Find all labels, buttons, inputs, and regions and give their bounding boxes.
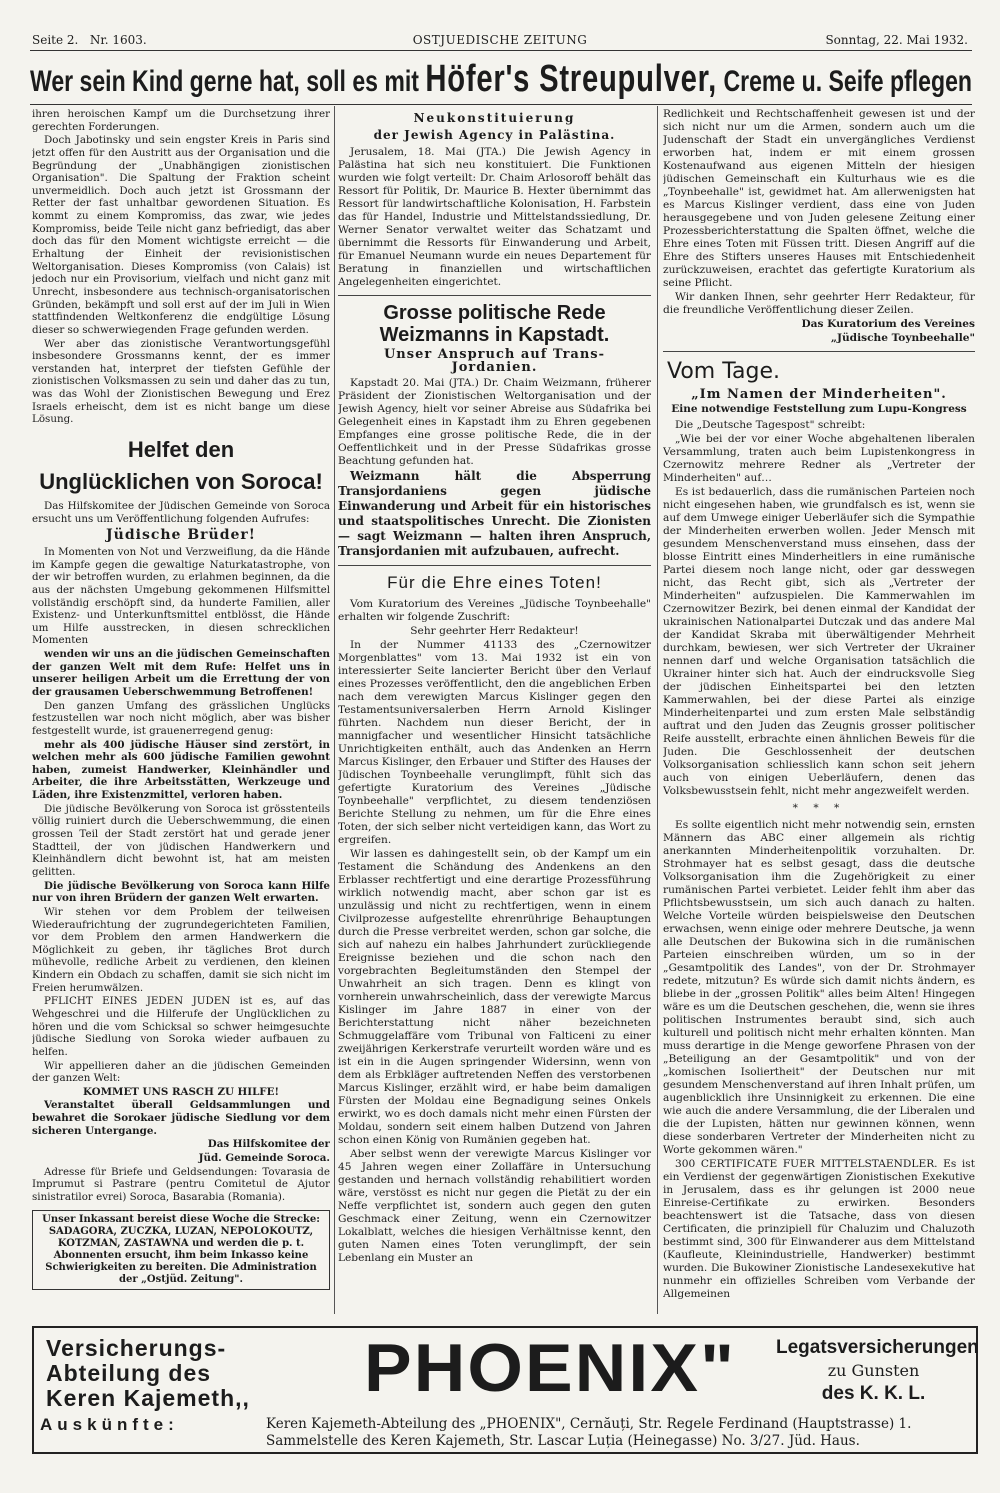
ad-tail: Creme u. Seife pflegen xyxy=(723,65,972,98)
paragraph: Wir lassen es dahingestellt sein, ob der Kampf um ein Testament die Schändung des Andenkens an den Erblasser rechtfertigt und eine derartige Prozessführung wirklich notwendig macht, aber schon gar ist es unzulässig und nicht zu rechtfertigen, wenn in einem Civilprozesse aufgestellte ehrenrührige Behauptungen durch die Presse verbreitet werden, schon gar solche, die sich auf nahezu ein halbes Jahrhundert zurückliegende Ereignisse beziehen und die schon nach den vorgebrachten Begleitumständen den Stempel der Unwahrheit an sich tragen. Denn es klingt von vornherein unwahrscheinlich, dass der verewigte Marcus Kislinger im Jahre 1887 in einer von der Berichterstattung nicht näher bezeichneten Schmuggelaffäre vom Tribunal von Falticeni zu einer zweijährigen Kerkerstrafe verurteilt worden wäre und es ist ein in die Augen springender Widersinn, wenn von dem als Erbkläger auftretenden Neffen des verstorbenen Marcus Kislinger, erzählt wird, er habe beim damaligen Fürsten der Moldau eine Begnadigung seines Onkels erwirkt, wo es doch damals nicht mehr einen Fürsten der Moldau, sondern seit einem halben Dutzend von Jahren schon einen König von Rumänien gegeben hat. xyxy=(338,848,651,1146)
paragraph: Kapstadt 20. Mai (JTA.) Dr. Chaim Weizmann, früherer Präsident der Zionistischen Weltorganisation und der Jewish Agency, hielt vor seiner Abreise aus Südafrika bei Gelegenheit eines in Kapstadt ihm zu Ehren gegebenen Empfanges eine grosse politische Rede, die in der Oeffentlichkeit und in der Presse Südafrikas grosse Beachtung gefunden hat. xyxy=(338,377,651,467)
paragraph: Adresse für Briefe und Geldsendungen: Tovarasia de Imprumut si Pastrare (pentru Comitetul de Ajutor sinistratilor evrei) Soroca, Basarabia (Romania). xyxy=(32,1165,330,1203)
paragraph: ihren heroischen Kampf um die Durchsetzung ihrer gerechten Forderungen. xyxy=(32,108,330,133)
column-divider xyxy=(334,106,335,1314)
ad-line: des K. K. L. xyxy=(821,1383,926,1404)
phoenix-brand: PHOENIX" xyxy=(364,1330,737,1406)
divider xyxy=(663,351,975,352)
column-2 xyxy=(338,108,651,1310)
divider xyxy=(338,565,651,566)
info-label: Auskünfte: xyxy=(40,1415,179,1434)
paragraph: Wir danken Ihnen, sehr geehrter Herr Redakteur, für die freundliche Veröffentlichung dieser Zeilen. xyxy=(663,291,975,316)
paragraph: Jerusalem, 18. Mai (JTA.) Die Jewish Agency in Palästina hat sich neu konstituiert. Die Funktionen wurden wie folgt verteilt: Dr. Chaim Arlosoroff behält das Ressort für Politik, Dr. Maurice B. Hexter übernimmt das Ressort für landwirtschaftliche Kolonisation, H. Farbstein das für Handel, Industrie und Mittelstandssiedlung, Dr. Werner Senator verwaltet weiter das Schatzamt und übernimmt die Ressorts für Einwanderung und Arbeit, für Emanuel Neumann wurde ein neues Departement für Beratung in finanziellen und wirtschaftlichen Angelegenheiten eingerichtet. xyxy=(338,146,651,288)
paragraph: „Wie bei der vor einer Woche abgehaltenen liberalen Versammlung, traten auch beim Lupistenkongress in Czernowitz mehrere Redner als „Vertreter der Minderheiten" auf… xyxy=(663,433,975,484)
paragraph: Die jüdische Bevölkerung von Soroca kann Hilfe nur von ihren Brüdern der ganzen Welt erwarten. xyxy=(32,879,330,905)
paragraph: Die „Deutsche Tagespost" schreibt: xyxy=(675,419,866,431)
intro-paragraph: Das Hilfskomitee der Jüdischen Gemeinde von Soroca ersucht uns um Veröffentlichung folgenden Aufrufes: xyxy=(32,500,330,525)
column-1 xyxy=(32,108,330,1310)
column-divider xyxy=(657,106,658,1314)
paragraph: 300 CERTIFICATE FUER MITTELSTAENDLER. Es ist ein Verdienst der gegenwärtigen Zionistischen Exekutive in Jerusalem, dass es ihr gelungen ist 2000 neue Einreise-Certifikate zu erwirken. Besonders beachtenswert ist die Tatsache, dass von diesen Certificaten, die prinzipiell für Chaluzim und Chaluzoth bestimmt sind, 300 für Einwanderer aus dem Mittelstand (Kaufleute, Kleinindustrielle, Handwerker) bestimmt wurden. Die Bukowiner Zionistische Landesexekutive hat nunmehr ein offizielles Schreiben vom Verbande der Allgemeinen xyxy=(663,1158,975,1300)
ad-lead: Wer sein Kind gerne hat, soll es mit xyxy=(30,65,419,98)
signature: „Jüdische Toynbeehalle" xyxy=(830,332,975,344)
paragraph: Wer aber das zionistische Verantwortungsgefühl insbesondere Grossmanns kennt, der es immer verstanden hat, interpret der tiefsten Gefühle der zionistischen Volksmassen zu sein und daher das zu tun, was das Wohl der Zionistischen Bewegung und Erez Israels erheischt, dem ist es nicht bange um diese Lösung. xyxy=(32,337,330,426)
headline: Neukonstituierung xyxy=(413,111,576,125)
info-address: Sammelstelle des Keren Kajemeth, Str. Lascar Luția (Heinegasse) No. 3/27. Jüd. Haus. xyxy=(266,1433,860,1449)
info-address: Keren Kajemeth-Abteilung des „PHOENIX", Cernăuți, Str. Regele Ferdinand (Hauptstrasse) 1. xyxy=(266,1416,912,1432)
divider xyxy=(338,295,651,296)
headline: „Im Namen der Minderheiten". xyxy=(691,387,947,402)
ad-right-block xyxy=(776,1336,979,1405)
paragraph: Weizmann hält die Absperrung Transjordaniens gegen jüdische Einwanderung und Arbeit für ein historisches und staatspolitisches Unrecht. Die Zionisten — sagt Weizmann — halten ihren Anspruch, Transjordanien mit aufzubauen, aufrecht. xyxy=(338,469,651,558)
issue-date: Sonntag, 22. Mai 1932. xyxy=(825,33,968,47)
headline: Helfet den xyxy=(127,437,235,463)
headline: Für die Ehre eines Toten! xyxy=(387,573,602,592)
ad-brand: Höfer's Streupulver, xyxy=(425,58,718,100)
headline: Weizmanns in Kapstadt. xyxy=(379,324,610,346)
headline: der Jewish Agency in Palästina. xyxy=(373,128,616,142)
masthead: OSTJUEDISCHE ZEITUNG xyxy=(412,33,588,47)
headline: Grosse politische Rede xyxy=(383,302,606,324)
paragraph: Veranstaltet überall Geldsammlungen und bewahret die Sorokaer jüdische Siedlung vor dem sicheren Untergange. xyxy=(32,1099,330,1137)
ad-line: Versicherungs- xyxy=(46,1335,227,1361)
paragraph: mehr als 400 jüdische Häuser sind zerstört, in welchen mehr als 600 jüdische Familien gewohnt haben, zumeist Handwerker, Kleinhändler und Arbeiter, die ihre Arbeitsstätten, Werkzeuge und Läden, ihre Existenzmittel, verloren haben. xyxy=(32,738,330,802)
paragraph: Die jüdische Bevölkerung von Soroca ist grösstenteils völlig ruiniert durch die Ueberschwemmung, die einen grossen Teil der Stadt zerstört hat und gerade jener Stadtteil, der von jüdischen Handwerkern und Kleinhändlern dicht bewohnt ist, hat am meisten gelitten. xyxy=(32,802,330,878)
paragraph: Wir appellieren daher an die jüdischen Gemeinden der ganzen Welt: xyxy=(32,1059,330,1085)
paragraph: In der Nummer 41133 des „Czernowitzer Morgenblattes" vom 13. Mai 1932 ist ein von interessierter Seite lancierter Bericht über den Verlauf eines Prozesses veröffentlicht, den die angeblichen Erben nach dem verewigten Marcus Kislinger gegen den Testamentsuniversalerben Herrn Arnold Kislinger führten. Nachdem nun dieser Bericht, der in mannigfacher und wesentlicher Hinsicht tatsächliche Unrichtigkeiten enthält, auch das Andenken an Herrn Marcus Kislinger, den Erbauer und Stifter des Hauses der Jüdischen Toynbeehalle verunglimpft, fühlt sich das gefertigte Kuratorium des Vereines „Jüdische Toynbeehalle" verpflichtet, zu diesem tendenziösen Berichte Stellung zu nehmen, um für die Ehre eines Toten, der sich selber nicht verteidigen kann, das Wort zu ergreifen. xyxy=(338,639,651,846)
paragraph: Wir stehen vor dem Problem der teilweisen Wiederaufrichtung der zugrundegerichteten Familien, vor dem Problem den armen Handwerkern die Möglichkeit zu geben, ihr tägliches Brot durch mühevolle, redliche Arbeit zu verdienen, den kleinen Kindern ein Obdach zu schaffen, damit sie sich nicht im Freien herumwälzen. xyxy=(32,905,330,994)
issue-number: Nr. 1603. xyxy=(89,33,147,47)
subheading: Unser Anspruch auf Trans- xyxy=(383,347,606,362)
ad-line: Legatsversicherungen xyxy=(776,1337,979,1358)
ad-line: zu Gunsten xyxy=(827,1361,920,1380)
column-3 xyxy=(663,108,975,1310)
paragraph: wenden wir uns an die jüdischen Gemeinschaften der ganzen Welt mit dem Rufe: Helfet uns in unserer heiligen Arbeit um die Errettung der von der grausamen Ueberschwemmung Betroffenen! xyxy=(32,648,330,698)
paragraph: Aber selbst wenn der verewigte Marcus Kislinger vor 45 Jahren wegen einer Zollaffäre in Untersuchung gestanden und hernach vollständig rehabilitiert worden wäre, verstösst es nicht nur gegen die Pietät zu der ein Neffe verpflichtet ist, sondern auch gegen den guten Geschmack einer Zeitung, wenn ein Czernowitzer Lokalblatt, welches die hiesigen Verhältnisse kennt, den guten Namen eines Toten verunglimpft, der sein Lebenlang ein Muster an xyxy=(338,1148,651,1264)
ad-rule xyxy=(30,104,972,105)
header-rule xyxy=(30,50,972,51)
paragraph: Es ist bedauerlich, dass die rumänischen Parteien noch nicht eingesehen haben, wie grundfalsch es ist, wenn sie auf dem Umwege einiger Ueberläufer sich die Sympathie der Minderheiten erwerben wollen. Jeder Mensch mit gesundem Menschenverstand muss einsehen, dass der blosse Eintritt eines Minderheitlers in eine rumänische Partei diesem noch lange nicht, oder gar desswegen nicht, das Recht gibt, sich als „Vertreter der Minderheiten" aufzuspielen. Die Kammerwahlen im Czernowitzer Bezirk, bei denen einmal der Kandidat der ukrainischen Nationalpartei Dutczak und das andere Mal der Kandidat Skraba mit überwältigender Mehrheit durchkam, bewiesen, wer sich Vertreter der Ukrainer nennen darf und welche Organisation tatsächlich die Ukrainer hinter sich hat. Auch der eindrucksvolle Sieg der jüdischen Einheitspartei bei den letzten Kammerwahlen, bei der diese Partei als einzige Minderheitenpartei und zum ersten Male selbständig auftrat und den Juden das Zeugnis grosser politischer Reife ausstellt, erbrachte einen ähnlichen Beweis für die Juden. Die Geschlossenheit der deutschen Volksorganisation schliesslich kann schon seit jehern auch von einigen Ueberläufern, denen das Volksbewusstsein fehlt, nicht mehr angezweifelt werden. xyxy=(663,486,975,797)
page-header xyxy=(32,33,968,49)
top-advertisement xyxy=(30,57,972,101)
salutation: Sehr geehrter Herr Redakteur! xyxy=(410,625,579,637)
ad-left-block xyxy=(46,1336,346,1411)
paragraph: Es sollte eigentlich nicht mehr notwendig sein, ernsten Männern das ABC einer allgemein als richtig anerkannten Minderheitenpolitik vorzuhalten. Dr. Strohmayer hat es selbst gesagt, dass die deutsche Volksorganisation ihm die Zugehörigkeit zu einer rumänischen Partei verbietet. Leider fehlt ihm aber das Pflichtsbewusstsein, um sich auch danach zu halten. Welche Vorteile würden beispielsweise den Deutschen erwachsen, wenn einige oder mehrere Deutsche, ja wenn alle Deutschen der Bukowina sich in die rumänischen Parteien einschreiben würden, um so in der „Gesamtpolitik des Landes", von der Dr. Strohmayer redete, mitzutun? Es würde sich damit nichts ändern, es bliebe in der „grossen Politik" alles beim Alten! Hingegen wäre es um die Deutschen geschehen, die, wenn sie ihres politischen Instrumentes beraubt sind, sich auch kulturell und politisch nicht mehr erhalten könnten. Man muss derartige in die Menge geworfene Phrasen von der „Beteiligung an der Gesamtpolitik" und von der „komischen Isoliertheit" der Deutschen nur mit gesundem Menschenverstand auf ihren Inhalt prüfen, um augenblicklich ihre Unsinnigkeit zu erkennen. Die eine wie auch die andere Versammlung, die der Liberalen und die der Lupisten, hätten nur gewinnen können, wenn diese sonderbaren Vertreter der Minderheiten nicht zu Worte gekommen wären." xyxy=(663,819,975,1156)
section-stars: * * * xyxy=(792,802,846,814)
section-title: Vom Tage. xyxy=(667,359,780,384)
paragraph: Vom Kuratorium des Vereines „Jüdische Toynbeehalle" erhalten wir folgende Zuschrift: xyxy=(338,598,651,623)
paragraph: Den ganzen Umfang des grässlichen Unglücks festzustellen war noch nicht möglich, aber was bisher festgestellt wurde, ist grauenerregend genug: xyxy=(32,699,330,737)
paragraph: KOMMET UNS RASCH ZU HILFE! xyxy=(83,1085,279,1098)
page-number: Seite 2. Nr. 1603. xyxy=(32,33,147,47)
subheading: Jüdische Brüder! xyxy=(106,527,256,544)
subheading: Eine notwendige Feststellung zum Lupu-Kongress xyxy=(671,403,967,415)
subheading: Jordanien. xyxy=(451,360,538,375)
signature: Jüd. Gemeinde Soroca. xyxy=(198,1152,330,1165)
phoenix-advertisement xyxy=(32,1326,978,1454)
notice-box: Unser Inkassant bereist diese Woche die Strecke: SADAGORA, ZUCZKA, LUZAN, NEPOLOKOUTZ, KOTZMAN, ZASTAWNA und werden die p. t. Abonnenten ersucht, ihm beim Inkasso keine Schwierigkeiten zu bereiten. Die Administration der „Ostjüd. Zeitung". xyxy=(32,1210,330,1290)
paragraph: PFLICHT EINES JEDEN JUDEN ist es, auf das Wehgeschrei und die Hilferufe der Unglücklichen zu hören und die vom Schicksal so schwer heimgesuchte jüdische Siedlung von Soroka wieder aufbauen zu helfen. xyxy=(32,995,330,1058)
paragraph: Doch Jabotinsky und sein engster Kreis in Paris sind jetzt offen für den Austritt aus der Organisation und die Begründung der „Unabhängigen zionistischen Organisation". Die Spaltung der Fraktion scheint unvermeidlich. Doch auch jetzt ist Grossmann der Retter der fast unhaltbar gewordenen Situation. Es kommt zu einem Kompromiss, das zwar, wie jedes Kompromiss, beide Teile nicht ganz befriedigt, das aber doch das für den Moment wichtigste erreicht — die Erhaltung der Einheit der revisionistischen Weltorganisation. Dieses Kompromiss (von Calais) ist jedoch nur ein Provisorium, vielfach und nicht ganz mit Unrecht, insbesondere aus technisch-organisatorischen Gründen, bekämpft und soll erst auf der im Juli in Wien stattfindenden Weltkonferenz die endgültige Lösung dieser so schwerwiegenden Frage gefunden werden. xyxy=(32,134,330,336)
headline: Unglücklichen von Soroca! xyxy=(39,469,323,495)
paragraph: In Momenten von Not und Verzweiflung, da die Hände im Kampfe gegen die gewaltige Naturkatastrophe, von der wir betroffen wurden, zu erlahmen beginnen, da die aus der nächsten Umgebung gekommenen Hilfsmittel vollständig erschöpft sind, da hunderte Familien, aller Existenz- und Unterkunftsmittel entblösst, die Hände um Hilfe ausstrecken, in diesen schrecklichen Momenten xyxy=(32,545,330,647)
paragraph: Redlichkeit und Rechtschaffenheit gewesen ist und der sich nicht nur um die Armen, sondern auch um die Judenschaft der Stadt ein unvergängliches Verdienst erworben hat, indem er mit einem grossen Kostenaufwand aus eigenen Mitteln der hiesigen jüdischen Gemeinschaft ein Kulturhaus wie es die „Toynbeehalle" ist, gewidmet hat. Am allerwenigsten hat es Marcus Kislinger verdient, dass eine von Juden herausgegebene und von Juden gelesene Zeitung einer Prozessberichterstattung die Spalten öffnet, welche die Ehre eines Toten mit Füssen tritt. Diesen Angriff auf die Ehre des Stifters unseres Hauses mit Entschiedenheit zurückzuweisen, erachtet das gefertigte Kuratorium als seine Pflicht. xyxy=(663,108,975,289)
ad-line: Abteilung des xyxy=(46,1360,212,1386)
ad-line: Keren Kajemeth,, xyxy=(46,1385,250,1411)
signature: Das Hilfskomitee der xyxy=(207,1138,330,1151)
signature: Das Kuratorium des Vereines xyxy=(801,318,975,330)
